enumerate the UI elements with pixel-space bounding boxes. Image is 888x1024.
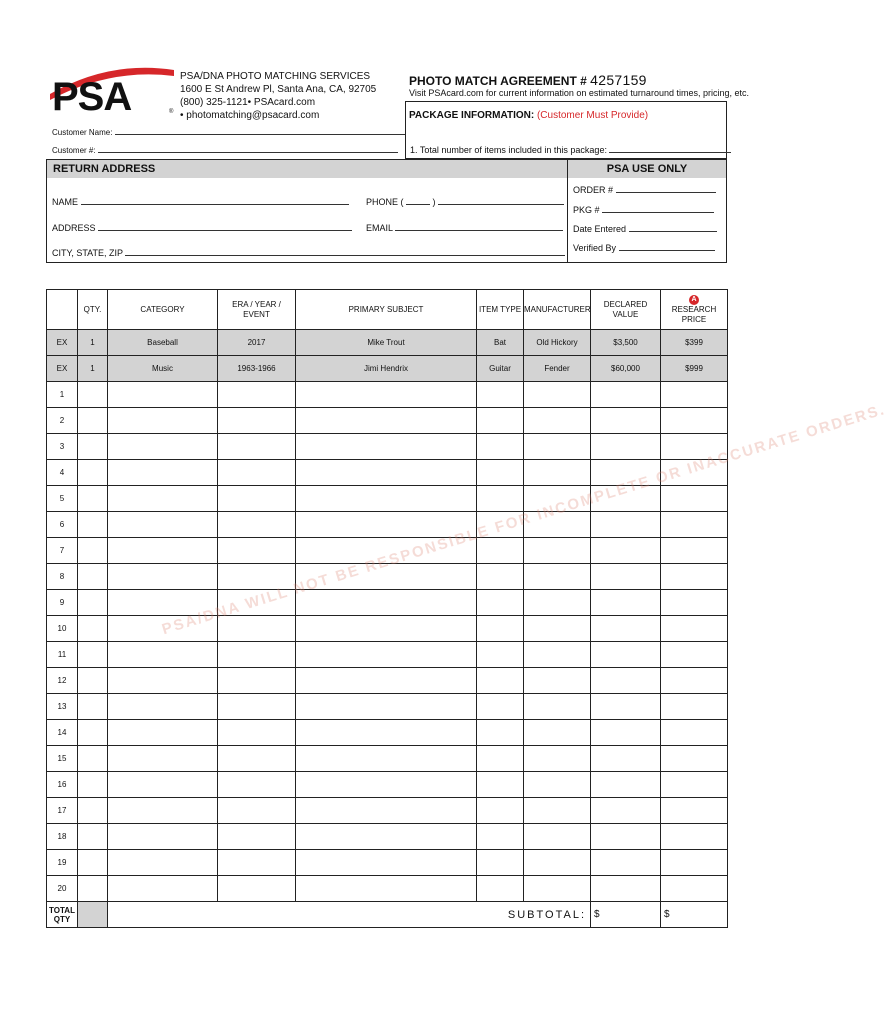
city-label: CITY, STATE, ZIP xyxy=(52,248,123,258)
verified-row xyxy=(573,243,715,253)
entry-cell[interactable] xyxy=(524,798,591,824)
email-field[interactable] xyxy=(395,223,563,231)
entry-cell[interactable] xyxy=(218,720,296,746)
entry-cell[interactable] xyxy=(477,486,524,512)
table-row xyxy=(47,408,728,434)
entry-cell[interactable] xyxy=(477,434,524,460)
entry-cell[interactable] xyxy=(524,616,591,642)
customer-number-field[interactable] xyxy=(98,145,398,153)
entry-cell[interactable] xyxy=(108,798,218,824)
row-number: 6 xyxy=(47,512,78,538)
example-cell: Music xyxy=(108,356,218,382)
entry-cell[interactable] xyxy=(218,876,296,902)
row-number: 5 xyxy=(47,486,78,512)
table-row xyxy=(47,772,728,798)
entry-cell[interactable] xyxy=(218,486,296,512)
package-title-text: PACKAGE INFORMATION: xyxy=(409,110,535,121)
entry-cell[interactable] xyxy=(591,694,661,720)
entry-cell[interactable] xyxy=(78,746,108,772)
row-number: 17 xyxy=(47,798,78,824)
entry-cell[interactable] xyxy=(524,434,591,460)
entry-cell[interactable] xyxy=(218,538,296,564)
entry-cell[interactable] xyxy=(661,408,728,434)
entry-cell[interactable] xyxy=(661,824,728,850)
entry-cell[interactable] xyxy=(661,486,728,512)
entry-cell[interactable] xyxy=(108,538,218,564)
header-item-type: ITEM TYPE xyxy=(477,290,524,330)
table-row xyxy=(47,824,728,850)
name-field-row xyxy=(52,197,349,207)
entry-cell[interactable] xyxy=(78,642,108,668)
psa-use-title: PSA USE ONLY xyxy=(568,160,726,178)
entry-cell[interactable] xyxy=(108,694,218,720)
entry-cell[interactable] xyxy=(591,746,661,772)
subtotal-label: SUBTOTAL: xyxy=(507,908,586,921)
entry-cell[interactable] xyxy=(477,824,524,850)
pkg-row xyxy=(573,205,714,215)
example-cell: EX xyxy=(47,330,78,356)
table-row xyxy=(47,720,728,746)
entry-cell[interactable] xyxy=(477,668,524,694)
total-qty-label: TOTAL QTY xyxy=(47,902,78,928)
entry-cell[interactable] xyxy=(591,876,661,902)
entry-cell[interactable] xyxy=(78,382,108,408)
dollar-sign: $ xyxy=(664,909,670,920)
phone-field-row xyxy=(366,197,564,207)
row-number: 13 xyxy=(47,694,78,720)
example-cell: $60,000 xyxy=(591,356,661,382)
entry-cell[interactable] xyxy=(78,668,108,694)
example-cell: Baseball xyxy=(108,330,218,356)
entry-cell[interactable] xyxy=(591,642,661,668)
row-number: 3 xyxy=(47,434,78,460)
entry-cell[interactable] xyxy=(661,382,728,408)
example-cell: $999 xyxy=(661,356,728,382)
entry-cell[interactable] xyxy=(296,382,477,408)
entry-cell[interactable] xyxy=(477,590,524,616)
verified-label: Verified By xyxy=(573,243,617,253)
example-row xyxy=(47,356,728,382)
table-row xyxy=(47,434,728,460)
entry-cell[interactable] xyxy=(661,512,728,538)
package-items-line xyxy=(410,145,731,155)
disclaimer-watermark: PSA/DNA WILL NOT BE RESPONSIBLE FOR INCOMPLETE OR INACCURATE ORDERS. xyxy=(160,401,888,639)
entry-cell[interactable] xyxy=(296,694,477,720)
entry-cell[interactable] xyxy=(477,850,524,876)
entry-cell[interactable] xyxy=(108,512,218,538)
entry-cell[interactable] xyxy=(524,642,591,668)
company-email: • photomatching@psacard.com xyxy=(180,110,320,121)
entry-cell[interactable] xyxy=(524,408,591,434)
entry-cell[interactable] xyxy=(661,772,728,798)
package-items-field[interactable] xyxy=(609,145,731,153)
entry-cell[interactable] xyxy=(477,798,524,824)
email-label: EMAIL xyxy=(366,223,393,233)
entry-cell[interactable] xyxy=(108,720,218,746)
row-number: 10 xyxy=(47,616,78,642)
entry-cell[interactable] xyxy=(477,564,524,590)
example-cell: 1 xyxy=(78,356,108,382)
entry-cell[interactable] xyxy=(661,876,728,902)
entry-cell[interactable] xyxy=(108,746,218,772)
entry-cell[interactable] xyxy=(524,720,591,746)
entry-cell[interactable] xyxy=(661,642,728,668)
row-number: 11 xyxy=(47,642,78,668)
entry-cell[interactable] xyxy=(296,772,477,798)
package-info-title xyxy=(409,110,648,121)
entry-cell[interactable] xyxy=(524,460,591,486)
entry-cell[interactable] xyxy=(591,408,661,434)
table-row xyxy=(47,616,728,642)
row-number: 4 xyxy=(47,460,78,486)
entry-cell[interactable] xyxy=(296,460,477,486)
row-number: 8 xyxy=(47,564,78,590)
example-cell: Mike Trout xyxy=(296,330,477,356)
entry-cell[interactable] xyxy=(661,746,728,772)
entry-cell[interactable] xyxy=(296,486,477,512)
entry-cell[interactable] xyxy=(78,538,108,564)
entry-cell[interactable] xyxy=(108,564,218,590)
entry-cell[interactable] xyxy=(78,616,108,642)
example-cell: $399 xyxy=(661,330,728,356)
entry-cell[interactable] xyxy=(108,408,218,434)
customer-name-line xyxy=(52,127,405,137)
entry-cell[interactable] xyxy=(296,616,477,642)
row-number: 20 xyxy=(47,876,78,902)
example-cell: $3,500 xyxy=(591,330,661,356)
table-row xyxy=(47,590,728,616)
pkg-field[interactable] xyxy=(602,205,714,213)
header-qty: QTY. xyxy=(78,290,108,330)
entry-cell[interactable] xyxy=(591,798,661,824)
entry-cell[interactable] xyxy=(661,564,728,590)
entry-cell[interactable] xyxy=(524,772,591,798)
header-manufacturer: MANUFACTURER xyxy=(524,290,591,330)
header-research-price xyxy=(661,290,728,330)
entry-cell[interactable] xyxy=(108,460,218,486)
table-row xyxy=(47,876,728,902)
entry-cell[interactable] xyxy=(591,616,661,642)
table-row xyxy=(47,642,728,668)
entry-cell[interactable] xyxy=(477,408,524,434)
entry-cell[interactable] xyxy=(296,590,477,616)
total-qty-cell[interactable] xyxy=(78,902,108,928)
city-field[interactable] xyxy=(125,248,565,256)
entry-cell[interactable] xyxy=(524,590,591,616)
entry-cell[interactable] xyxy=(661,850,728,876)
row-number: 18 xyxy=(47,824,78,850)
agreement-title xyxy=(409,72,647,88)
entry-cell[interactable] xyxy=(591,538,661,564)
entry-cell[interactable] xyxy=(477,382,524,408)
research-price-label: RESEARCH PRICE xyxy=(671,305,717,324)
row-number: 15 xyxy=(47,746,78,772)
entry-cell[interactable] xyxy=(108,642,218,668)
entry-cell[interactable] xyxy=(78,590,108,616)
customer-number-line xyxy=(52,145,398,155)
entry-cell[interactable] xyxy=(78,772,108,798)
example-cell: 1 xyxy=(78,330,108,356)
order-field[interactable] xyxy=(616,185,716,193)
header-row-number xyxy=(47,290,78,330)
email-field-row xyxy=(366,223,563,233)
company-phone: (800) 325-1121• PSAcard.com xyxy=(180,97,316,108)
entry-cell[interactable] xyxy=(661,668,728,694)
row-number: 16 xyxy=(47,772,78,798)
entry-cell[interactable] xyxy=(296,720,477,746)
entry-cell[interactable] xyxy=(661,798,728,824)
pkg-label: PKG # xyxy=(573,205,600,215)
logo-text: PSA xyxy=(52,75,132,119)
entry-cell[interactable] xyxy=(218,616,296,642)
entry-cell[interactable] xyxy=(108,434,218,460)
entry-cell[interactable] xyxy=(477,746,524,772)
package-note: (Customer Must Provide) xyxy=(536,110,649,121)
header-era: ERA / YEAR / EVENT xyxy=(218,290,296,330)
entry-cell[interactable] xyxy=(218,850,296,876)
return-address-title: RETURN ADDRESS xyxy=(47,160,567,178)
customer-number-label: Customer #: xyxy=(52,146,96,155)
entry-cell[interactable] xyxy=(524,694,591,720)
subtotal-declared-cell[interactable] xyxy=(591,902,661,928)
table-row xyxy=(47,694,728,720)
subtotal-research-cell[interactable] xyxy=(661,902,728,928)
entry-cell[interactable] xyxy=(218,460,296,486)
entry-cell[interactable] xyxy=(477,616,524,642)
entry-cell[interactable] xyxy=(591,564,661,590)
row-number: 14 xyxy=(47,720,78,746)
example-cell: Bat xyxy=(477,330,524,356)
table-row xyxy=(47,668,728,694)
entry-cell[interactable] xyxy=(78,460,108,486)
entry-cell[interactable] xyxy=(296,824,477,850)
entry-cell[interactable] xyxy=(591,772,661,798)
total-row xyxy=(47,902,728,928)
entry-cell[interactable] xyxy=(218,434,296,460)
entry-cell[interactable] xyxy=(108,382,218,408)
verified-field[interactable] xyxy=(619,243,715,251)
entry-cell[interactable] xyxy=(524,824,591,850)
example-cell: Fender xyxy=(524,356,591,382)
entry-cell[interactable] xyxy=(524,746,591,772)
example-row xyxy=(47,330,728,356)
entry-cell[interactable] xyxy=(218,642,296,668)
svg-text:®: ® xyxy=(169,109,174,115)
entry-cell[interactable] xyxy=(78,850,108,876)
row-number: 19 xyxy=(47,850,78,876)
entry-cell[interactable] xyxy=(296,408,477,434)
agreement-title-text: PHOTO MATCH AGREEMENT # xyxy=(409,74,587,88)
entry-cell[interactable] xyxy=(524,564,591,590)
entry-cell[interactable] xyxy=(296,850,477,876)
entry-cell[interactable] xyxy=(477,694,524,720)
entry-cell[interactable] xyxy=(524,382,591,408)
entry-cell[interactable] xyxy=(296,642,477,668)
city-field-row xyxy=(52,248,565,258)
entry-cell[interactable] xyxy=(78,798,108,824)
name-label: NAME xyxy=(52,197,79,207)
entry-cell[interactable] xyxy=(296,434,477,460)
table-header-row xyxy=(47,290,728,330)
header-declared-value: DECLARED VALUE xyxy=(591,290,661,330)
research-badge-icon: A xyxy=(689,295,699,305)
entry-cell[interactable] xyxy=(218,382,296,408)
entry-cell[interactable] xyxy=(524,876,591,902)
phone-field[interactable] xyxy=(438,197,564,205)
order-row xyxy=(573,185,716,195)
entry-cell[interactable] xyxy=(591,668,661,694)
entry-cell[interactable] xyxy=(218,408,296,434)
entry-cell[interactable] xyxy=(108,668,218,694)
entry-cell[interactable] xyxy=(78,720,108,746)
items-table xyxy=(46,289,888,928)
entry-cell[interactable] xyxy=(78,408,108,434)
entry-cell[interactable] xyxy=(218,798,296,824)
entry-cell[interactable] xyxy=(218,772,296,798)
entry-cell[interactable] xyxy=(477,876,524,902)
entry-cell[interactable] xyxy=(78,694,108,720)
address-field[interactable] xyxy=(98,223,352,231)
table-row xyxy=(47,798,728,824)
entry-cell[interactable] xyxy=(591,720,661,746)
phone-label: PHONE ( xyxy=(366,197,404,207)
entry-cell[interactable] xyxy=(477,642,524,668)
entry-cell[interactable] xyxy=(591,850,661,876)
entry-cell[interactable] xyxy=(108,824,218,850)
order-label: ORDER # xyxy=(573,185,614,195)
entry-cell[interactable] xyxy=(524,538,591,564)
entry-cell[interactable] xyxy=(218,746,296,772)
entry-cell[interactable] xyxy=(78,512,108,538)
row-number: 1 xyxy=(47,382,78,408)
entry-cell[interactable] xyxy=(477,772,524,798)
example-cell: EX xyxy=(47,356,78,382)
entry-cell[interactable] xyxy=(108,772,218,798)
example-cell: Old Hickory xyxy=(524,330,591,356)
entry-cell[interactable] xyxy=(218,512,296,538)
entry-cell[interactable] xyxy=(661,590,728,616)
entry-cell[interactable] xyxy=(296,746,477,772)
row-number: 7 xyxy=(47,538,78,564)
entry-cell[interactable] xyxy=(78,564,108,590)
entry-cell[interactable] xyxy=(591,382,661,408)
date-entered-row xyxy=(573,224,717,234)
entry-cell[interactable] xyxy=(218,694,296,720)
header-primary-subject: PRIMARY SUBJECT xyxy=(296,290,477,330)
phone-close-paren: ) xyxy=(432,197,436,207)
entry-cell[interactable] xyxy=(477,720,524,746)
name-field[interactable] xyxy=(81,197,349,205)
entry-cell[interactable] xyxy=(524,850,591,876)
header-category: CATEGORY xyxy=(108,290,218,330)
package-items-label: 1. Total number of items included in this package: xyxy=(410,145,607,155)
table-row xyxy=(47,512,728,538)
entry-cell[interactable] xyxy=(78,486,108,512)
company-info xyxy=(180,70,376,122)
entry-cell[interactable] xyxy=(661,616,728,642)
visit-note: Visit PSAcard.com for current information on estimated turnaround times, pricing, etc. xyxy=(409,88,749,98)
entry-cell[interactable] xyxy=(477,460,524,486)
row-number: 9 xyxy=(47,590,78,616)
entry-cell[interactable] xyxy=(108,876,218,902)
customer-name-label: Customer Name: xyxy=(52,128,113,137)
entry-cell[interactable] xyxy=(296,798,477,824)
psa-logo xyxy=(50,66,176,119)
company-address: 1600 E St Andrew Pl, Santa Ana, CA, 92705 xyxy=(180,84,377,95)
entry-cell[interactable] xyxy=(108,486,218,512)
table-row xyxy=(47,850,728,876)
entry-cell[interactable] xyxy=(591,824,661,850)
example-cell: Jimi Hendrix xyxy=(296,356,477,382)
entry-cell[interactable] xyxy=(108,850,218,876)
date-entered-label: Date Entered xyxy=(573,224,627,234)
row-number: 2 xyxy=(47,408,78,434)
entry-cell[interactable] xyxy=(218,824,296,850)
entry-cell[interactable] xyxy=(524,668,591,694)
subtotal-label-cell xyxy=(108,902,591,928)
entry-cell[interactable] xyxy=(218,668,296,694)
example-cell: Guitar xyxy=(477,356,524,382)
entry-cell[interactable] xyxy=(477,538,524,564)
example-cell: 2017 xyxy=(218,330,296,356)
entry-cell[interactable] xyxy=(661,694,728,720)
agreement-number: 4257159 xyxy=(590,72,647,88)
entry-cell[interactable] xyxy=(661,538,728,564)
entry-cell[interactable] xyxy=(661,720,728,746)
row-number: 12 xyxy=(47,668,78,694)
entry-cell[interactable] xyxy=(591,590,661,616)
entry-cell[interactable] xyxy=(296,668,477,694)
entry-cell[interactable] xyxy=(78,434,108,460)
address-label: ADDRESS xyxy=(52,223,96,233)
entry-cell[interactable] xyxy=(591,434,661,460)
entry-cell[interactable] xyxy=(591,512,661,538)
entry-cell[interactable] xyxy=(78,824,108,850)
entry-cell[interactable] xyxy=(296,876,477,902)
date-entered-field[interactable] xyxy=(629,224,717,232)
table-row xyxy=(47,382,728,408)
table-row xyxy=(47,746,728,772)
area-code-field[interactable] xyxy=(406,197,430,205)
customer-name-field[interactable] xyxy=(115,127,405,135)
company-name: PSA/DNA PHOTO MATCHING SERVICES xyxy=(180,71,371,82)
entry-cell[interactable] xyxy=(78,876,108,902)
address-field-row xyxy=(52,223,352,233)
example-cell: 1963-1966 xyxy=(218,356,296,382)
dollar-sign: $ xyxy=(594,909,600,920)
